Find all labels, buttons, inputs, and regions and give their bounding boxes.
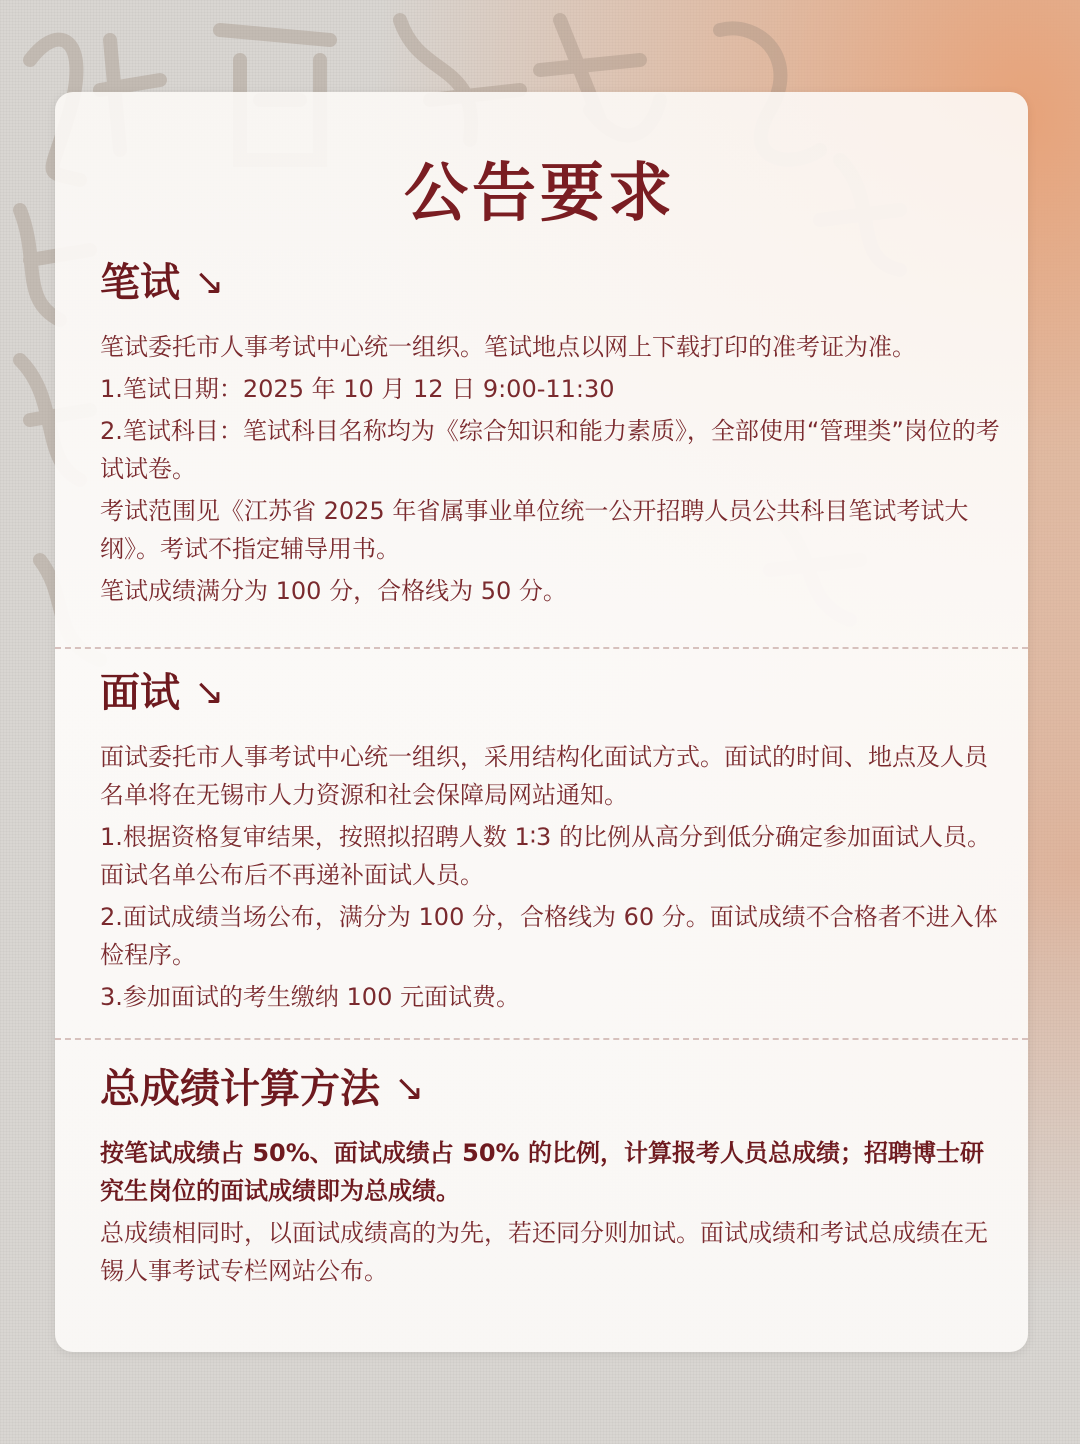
- paragraph: 2.面试成绩当场公布，满分为 100 分，合格线为 60 分。面试成绩不合格者不进入体检程序。: [100, 903, 998, 969]
- section-written-exam: [100, 258, 1005, 614]
- page-title: 公告要求: [404, 156, 676, 231]
- section-heading-text: 笔试: [100, 259, 180, 306]
- arrow-down-right-icon: ↘: [394, 1068, 425, 1109]
- arrow-down-right-icon: ↘: [194, 672, 225, 713]
- section-divider: [55, 647, 1028, 649]
- section-total-score: [100, 1064, 1005, 1294]
- paragraph: 笔试委托市人事考试中心统一组织。笔试地点以网上下载打印的准考证为准。: [100, 333, 916, 361]
- section-interview: [100, 668, 1005, 1020]
- paragraph: 3.参加面试的考生缴纳 100 元面试费。: [100, 983, 520, 1011]
- paragraph: 面试委托市人事考试中心统一组织，采用结构化面试方式。面试的时间、地点及人员名单将在无锡市人力资源和社会保障局网站通知。: [100, 743, 988, 809]
- paragraph: 考试范围见《江苏省 2025 年省属事业单位统一公开招聘人员公共科目笔试考试大纲》。考试不指定辅导用书。: [100, 497, 969, 563]
- section-heading: [100, 668, 1005, 718]
- section-heading: [100, 1064, 1005, 1114]
- section-heading: [100, 258, 1005, 308]
- section-heading-text: 总成绩计算方法: [100, 1065, 380, 1112]
- highlight-paragraph: 按笔试成绩占 50%、面试成绩占 50% 的比例，计算报考人员总成绩；招聘博士研究生岗位的面试成绩即为总成绩。: [100, 1139, 984, 1205]
- paragraph: 1.笔试日期：2025 年 10 月 12 日 9:00-11:30: [100, 375, 615, 403]
- section-divider: [55, 1038, 1028, 1040]
- section-heading-text: 面试: [100, 669, 180, 716]
- paragraph: 1.根据资格复审结果，按照拟招聘人数 1∶3 的比例从高分到低分确定参加面试人员。面试名单公布后不再递补面试人员。: [100, 823, 991, 889]
- paragraph: 总成绩相同时，以面试成绩高的为先，若还同分则加试。面试成绩和考试总成绩在无锡人事考试专栏网站公布。: [100, 1219, 988, 1285]
- paragraph: 笔试成绩满分为 100 分，合格线为 50 分。: [100, 577, 567, 605]
- arrow-down-right-icon: ↘: [194, 262, 225, 303]
- paragraph: 2.笔试科目：笔试科目名称均为《综合知识和能力素质》，全部使用“管理类”岗位的考试试卷。: [100, 417, 1000, 483]
